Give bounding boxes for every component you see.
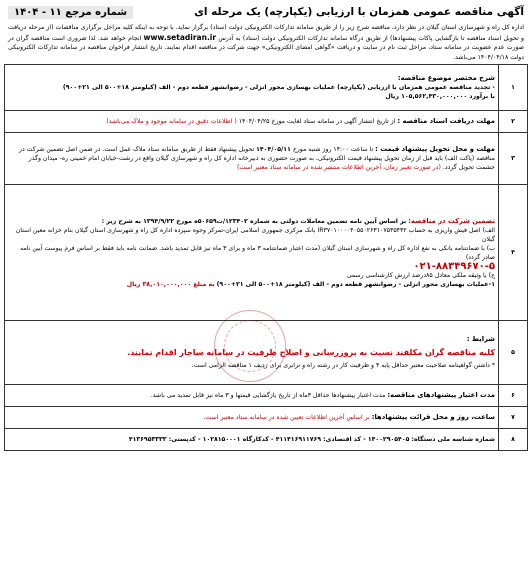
row-note: (در صورت تغییر زمان، آخرین اطلاعات منتشر شده در سامانه ستاد معتبر است): [236, 164, 441, 172]
row-content: [5, 111, 499, 133]
guarantee-option-c: ج) یا وثیقه ملکی معادل ۸۵درصد ارزش کارشناسی رسمی: [346, 271, 495, 279]
table-row: [5, 385, 528, 407]
reference-number: شماره مرجع ۱۱ - ۱۴۰۴: [8, 6, 133, 19]
seal-stamp: [214, 310, 286, 382]
notice-title: آگهی مناقصه عمومی همزمان با ارزیابی (یکپارچه) یک مرحله ای: [194, 6, 524, 18]
intro-text-2: انجام خواهد شد. لذا ضروری است مناقصه گران در صورت عدم عضویت در سامانه ستاد، مراحل ثبت نام در سایت و دریافت «گواهی امضای الکترونیکی» جهت شرکت در مناقصه اقدام نمایند. تاریخ انتشار فراخوان مناقصه در سامانه تدارکات الکترونیکی دولت ۱۴۰۴/۰۴/۱۸ می‌باشد.: [8, 34, 524, 61]
setad-website-link[interactable]: www.setadiran.ir: [143, 32, 217, 42]
row-note: ( اطلاعات دقیق در سامانه موجود و ملاک می‌باشد): [106, 118, 237, 126]
row-text: تا ساعت ۱۴:۰۰ روز شنبه مورخ: [292, 146, 374, 154]
row-content: [5, 185, 499, 321]
estimate-line: با برآورد ۱۰۵,۵۶۲,۴۳۰,۰۰۰,۰۰۰ ریال: [385, 93, 495, 101]
row-text: از تاریخ انتشار آگهی در سامانه ستاد لغایت مورخ ۱۴۰۴/۰۴/۲۵: [238, 118, 396, 126]
table-row: [5, 65, 528, 111]
notice-header: [4, 2, 528, 22]
table-row: [5, 407, 528, 429]
guarantee-option-a: الف) اصل فیش واریزی به حساب IR۳۷۰۱۰۰۰۰۴۰۵۵۰۲۶۳۱۰۷۵۳۵۴۴۲ بانک مرکزی جمهوری اسلامی ایران-تمرکز وجوه سپرده اداره کل راه و شهرسازی استان گیلان بنام خزانه معین استان گیلان: [15, 226, 495, 243]
tender-table: [4, 64, 528, 451]
row-number: ۱: [499, 65, 528, 111]
tender-notice: [4, 2, 528, 451]
row-content: [5, 429, 499, 451]
row-label: ساعت، روز و محل قرائت پیشنهادها:: [371, 413, 495, 422]
row-label: مدت اعتبار پیشنهادهای مناقصه:: [387, 391, 495, 400]
seal-stamp-inner: [224, 320, 276, 372]
row-label: مهلت و محل تحویل پیشنهاد قیمت :: [375, 145, 495, 154]
guarantee-amount: به مبلغ ۳۸,۰۱۰,۰۰۰,۰۰۰ ریال: [126, 280, 215, 288]
intro-text-1: اداره کل راه و شهرسازی استان گیلان در نظر دارد، مناقصه شرح زیر را از طریق سامانه تدارکات الکترونیکی دولت (ستاد) برگزار نماید. با توجه به اینکه کلیه مراحل برگزاری مناقصات (از مرحله دریافت و تحویل اسناد مناقصه تا بازگشایی پاکات پیشنهادها) از طریق درگاه سامانه تدارکات الکترونیکی دولت (ستاد) به آدرس: [8, 24, 525, 42]
row-number: ۲: [499, 111, 528, 133]
table-row: [5, 111, 528, 133]
phone-number: ۰۲۱-۸۸۳۴۹۶۷۰-۵: [413, 260, 495, 272]
row-number: ۴: [499, 185, 528, 321]
row-content: [5, 65, 499, 111]
row-text: مدت اعتبار پیشنهادها حداقل ۳ماه از تاریخ بازگشایی قیمتها و ۳ ماه نیز قابل تمدید می باشد.: [150, 392, 386, 400]
row-number: ۷: [499, 407, 528, 429]
guarantee-item: ۱-عملیات بهسازی محور انزلی - رضوانشهر قطعه دوم - الف (کیلومتر ۱۸+۵۰۰ الی ۲۱+۹۰۰): [216, 280, 495, 288]
table-row: [5, 133, 528, 185]
subject-line: - تجدید مناقصه عمومی همزمان با ارزیابی (یکپارچه) عملیات بهسازی محور انزلی - رضوانشهر قطعه دوم - الف (کیلومتر ۱۸+۵۰۰ الی ۲۱+۹۰۰): [62, 84, 495, 92]
row-number: ۸: [499, 429, 528, 451]
conditions-warning: کلیه مناقصه گران مکلفند نسبت به بروزرسانی و اصلاح ظرفیت در سامانه ساجار اقدام نمایند.: [127, 348, 495, 358]
row-label: شرایط :: [466, 335, 495, 344]
table-row: [5, 185, 528, 321]
row-number: ۵: [499, 321, 528, 385]
row-text: تحویل پیشنهاد فقط از طریق سامانه ستاد ملاک عمل است. در ضمن اصل تضمین شرکت در مناقصه (پاکت الف) باید قبل از زمان تحویل پیشنهاد قیمت الکترونیکی، به صورت حضوری به دبیرخانه اداره کل راه و شهرسازی گیلان واقع در رشت-خیابان امام خمینی ره- میدان وگذر حشمت تحویل گردد.: [18, 146, 495, 172]
row-number: ۶: [499, 385, 528, 407]
row-content: [5, 133, 499, 185]
row-number: ۳: [499, 133, 528, 185]
row-label: مهلت دریافت اسناد مناقصه :: [397, 117, 495, 126]
deadline-date: ۱۴۰۴/۰۵/۱۱: [256, 146, 291, 154]
org-identifiers: شماره شناسه ملی دستگاه: ۱۴۰۰۲۹۰۵۴۰۵ - کد اقتصادی: ۴۱۱۴۱۶۹۱۱۷۶۹ - کدکارگاه ۱۰۲۸۱۵۰۰۰۱ - کدپستی: ۴۱۳۶۹۵۳۳۳۳: [128, 436, 495, 444]
row-label: شرح مختصر موضوع مناقصه:: [397, 74, 495, 83]
intro-paragraph: [4, 22, 528, 64]
row-content: [5, 385, 499, 407]
row-note: بر اساس آخرین اطلاعات تعیین شده در سامانه ستاد معتبر است.: [203, 414, 370, 422]
table-row: [5, 429, 528, 451]
row-content: [5, 407, 499, 429]
row-label: تضمین شرکت در مناقصه:: [408, 216, 495, 225]
guarantee-option-b: ب) با ضمانتنامه بانکی به نفع اداره کل راه و شهرسازی استان گیلان (مدت اعتبار ضمانتنامه ۳ ماه و برای ۳ ماه نیز قابل تمدید باشد. ضمانت نامه باید فقط بر اساس فرم پیوست آیین نامه صادر گردد): [20, 244, 495, 261]
conditions-item: * داشتن گواهینامه صلاحیت معتبر حداقل پایه ۴ و ظرفیت کار در رشته راه و ترابری برای ردیف ۱ مناقصه الزامی است.: [191, 362, 495, 370]
guarantee-intro: بر اساس آیین نامه تضمین معاملات دولتی به شماره ۱۲۳۴۰۲/ت۵۰۶۵۹ه مورخ ۱۳۹۴/۹/۲۲ به شرح زیر :: [101, 217, 407, 225]
